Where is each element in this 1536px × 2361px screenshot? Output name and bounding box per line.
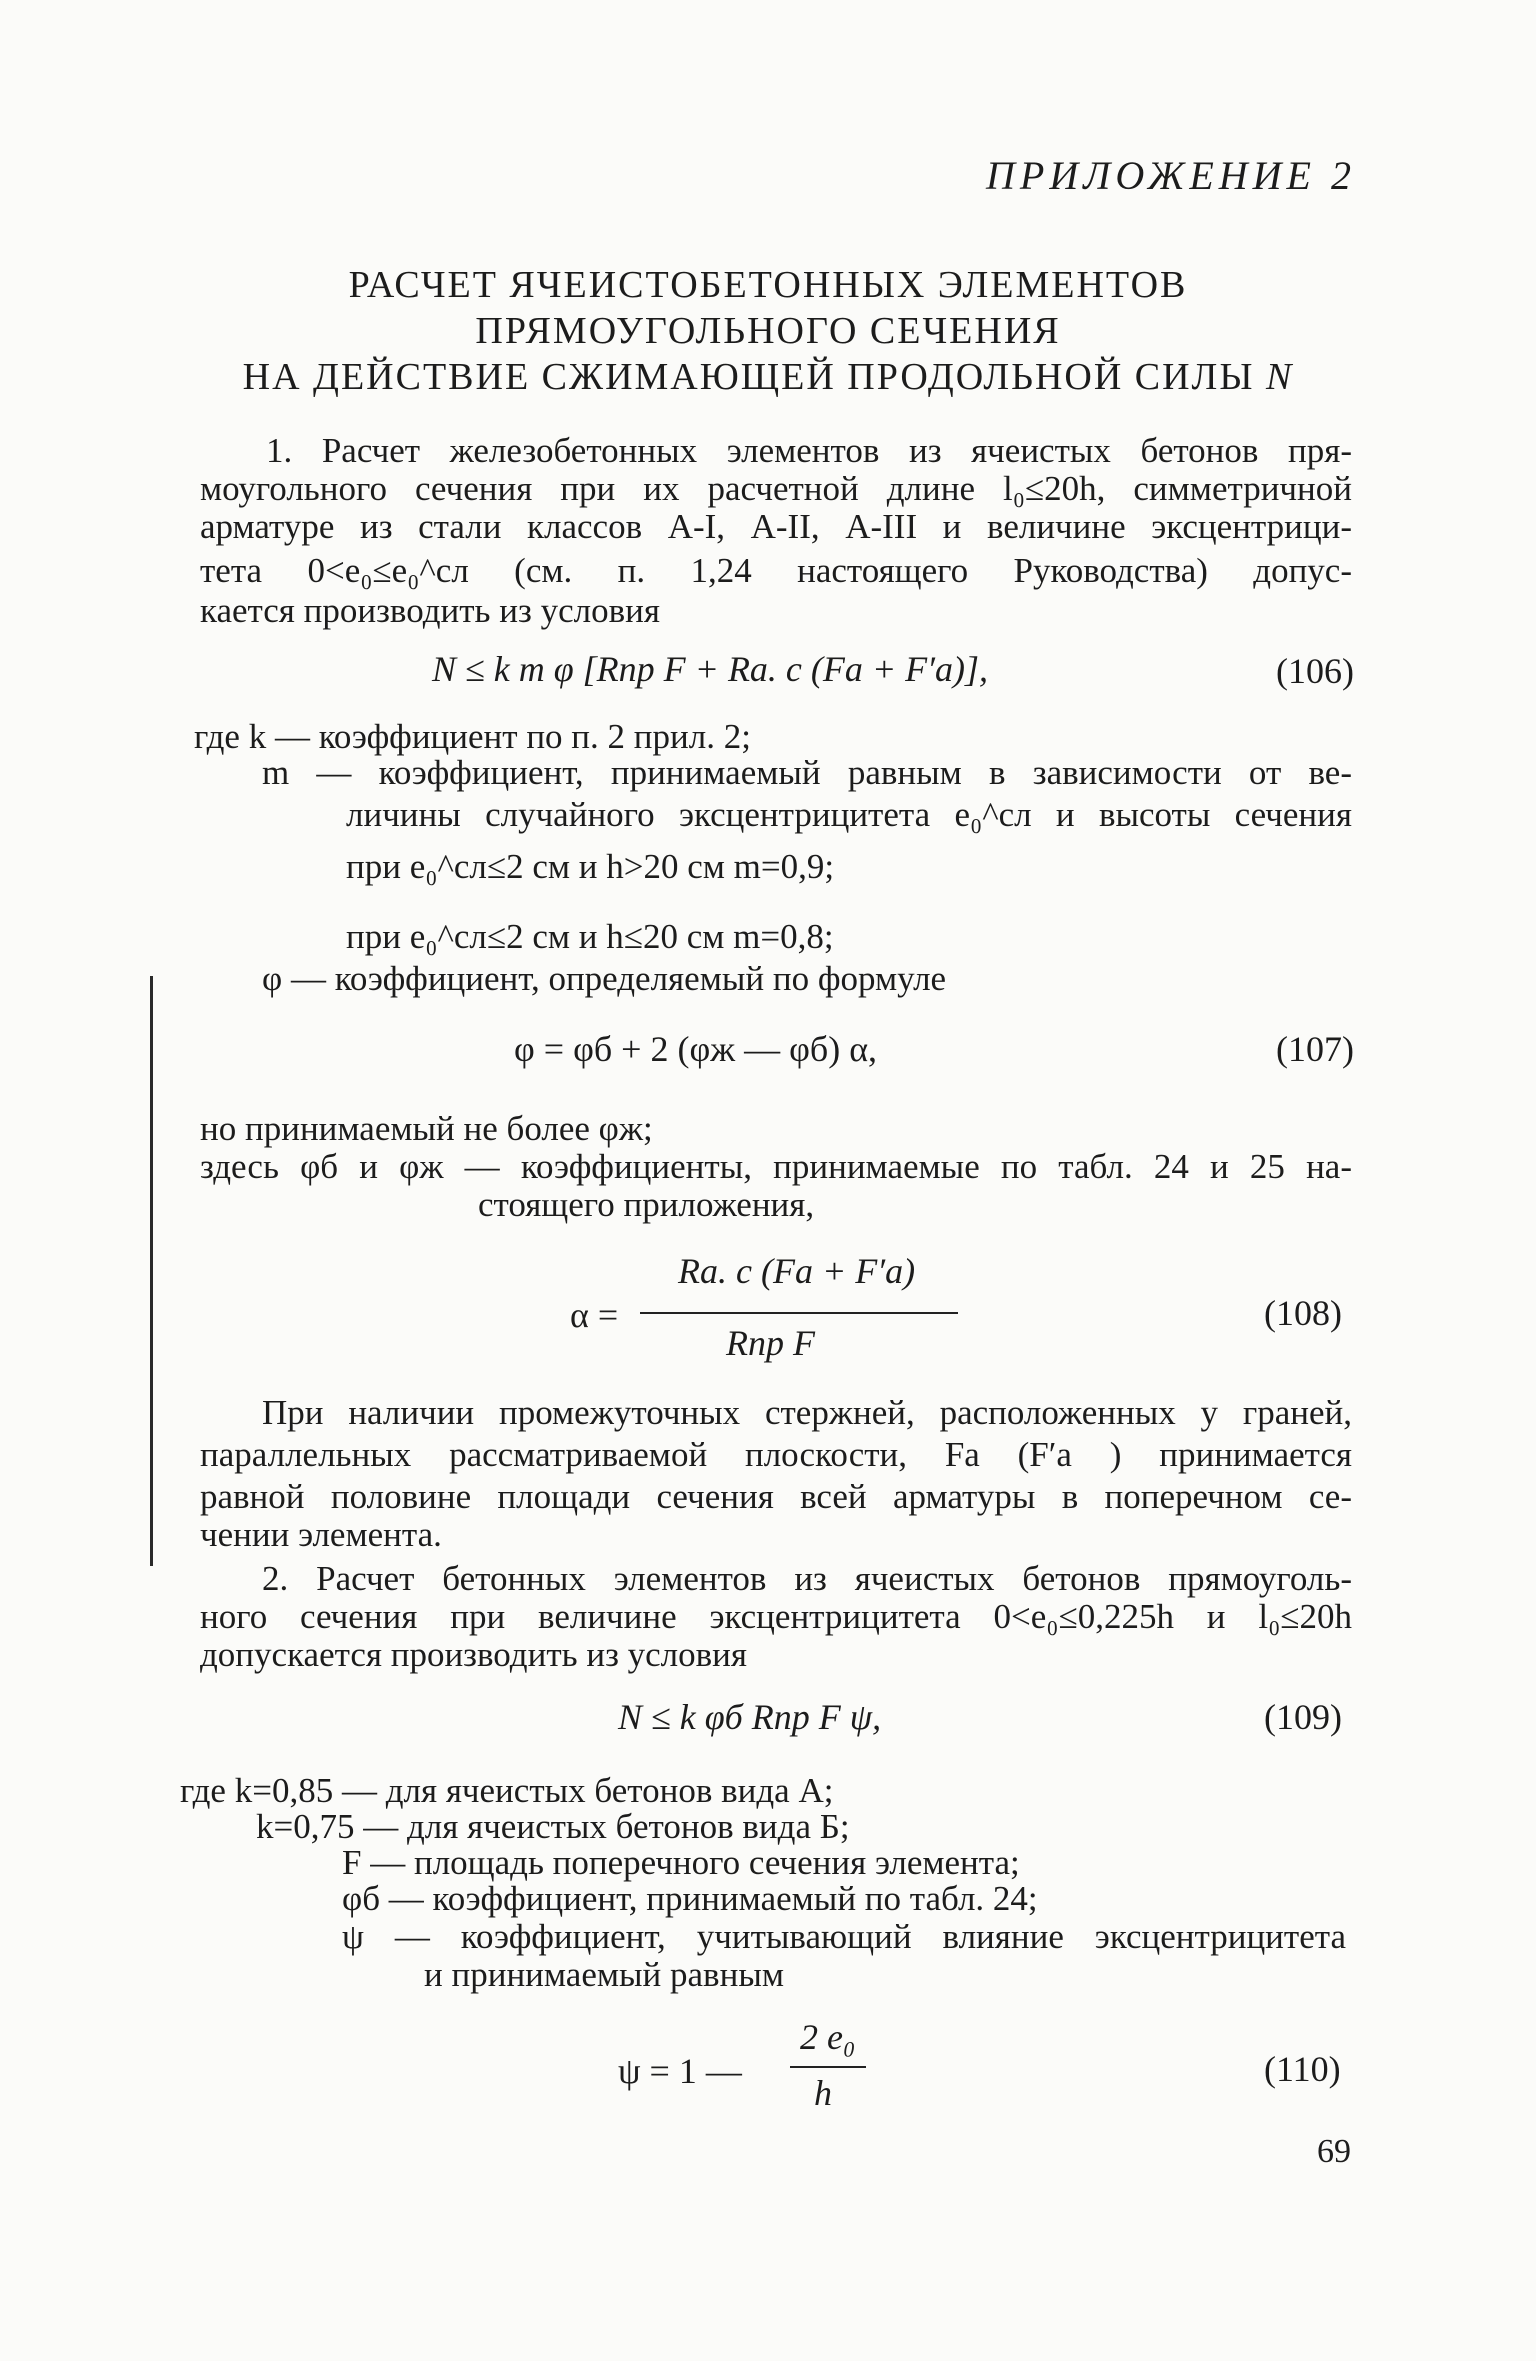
page-number: 69 bbox=[1317, 2133, 1351, 2170]
note-line-1: При наличии промежуточных стержней, расположенных у граней, bbox=[262, 1393, 1352, 1432]
equation-108-lhs: α = bbox=[570, 1295, 619, 1335]
s1-line-5: кается производить из условия bbox=[200, 591, 660, 630]
where-k: где k — коэффициент по п. 2 прил. 2; bbox=[194, 717, 751, 756]
equation-109-number: (109) bbox=[1264, 1697, 1342, 1737]
equation-110-fraction-bar bbox=[790, 2066, 866, 2068]
equation-110-lhs: ψ = 1 — bbox=[618, 2051, 742, 2091]
equation-110-denominator: h bbox=[814, 2073, 832, 2113]
appendix-label: ПРИЛОЖЕНИЕ 2 bbox=[986, 153, 1356, 198]
where-m-4: при e₀^сл≤2 см и h≤20 см m=0,8; bbox=[346, 917, 834, 956]
note-line-4: чении элемента. bbox=[200, 1515, 442, 1554]
where-m-2: личины случайного эксцентрицитета e₀^сл и высоты сечения bbox=[346, 795, 1352, 834]
s2-where-1: где k=0,85 — для ячеистых бетонов вида А; bbox=[180, 1771, 834, 1810]
equation-107-number: (107) bbox=[1276, 1029, 1354, 1069]
title-line-2: ПРЯМОУГОЛЬНОГО СЕЧЕНИЯ bbox=[475, 310, 1061, 352]
s2-where-6: и принимаемый равным bbox=[424, 1955, 784, 1994]
equation-108-denominator: Rпр F bbox=[726, 1323, 815, 1363]
note-line-2: параллельных рассматриваемой плоскости, Fа (F′а ) принимается bbox=[200, 1435, 1352, 1474]
note-line-3: равной половине площади сечения всей арматуры в поперечном се- bbox=[200, 1477, 1352, 1516]
s1-line-3: арматуре из стали классов А-I, А-II, А-III и величине эксцентрици- bbox=[200, 507, 1352, 546]
s2-where-5: ψ — коэффициент, учитывающий влияние эксцентрицитета bbox=[342, 1917, 1346, 1956]
title-line-3 bbox=[0, 354, 1536, 400]
equation-106: N ≤ k m φ [Rпр F + Rа. с (Fа + F′а)], bbox=[432, 649, 989, 689]
equation-110-number: (110) bbox=[1264, 2049, 1341, 2089]
after107-line-3: стоящего приложения, bbox=[478, 1185, 815, 1224]
title-line-3-text: НА ДЕЙСТВИЕ СЖИМАЮЩЕЙ ПРОДОЛЬНОЙ СИЛЫ bbox=[242, 356, 1255, 398]
title-symbol: N bbox=[1265, 356, 1294, 398]
s2-line-2: ного сечения при величине эксцентрицитета 0<e₀≤0,225h и l₀≤20h bbox=[200, 1597, 1352, 1636]
equation-106-number: (106) bbox=[1276, 651, 1354, 691]
title-line-1: РАСЧЕТ ЯЧЕИСТОБЕТОННЫХ ЭЛЕМЕНТОВ bbox=[348, 264, 1188, 306]
equation-108-numerator: Rа. с (Fа + F′а) bbox=[678, 1251, 916, 1291]
margin-change-bar bbox=[150, 976, 153, 1566]
equation-108-fraction-bar bbox=[640, 1312, 958, 1314]
s1-line-1: 1. Расчет железобетонных элементов из ячеистых бетонов пря- bbox=[266, 431, 1352, 470]
s2-where-3: F — площадь поперечного сечения элемента; bbox=[342, 1843, 1020, 1882]
equation-108-number: (108) bbox=[1264, 1293, 1342, 1333]
s2-line-1: 2. Расчет бетонных элементов из ячеистых бетонов прямоуголь- bbox=[262, 1559, 1352, 1598]
s2-where-2: k=0,75 — для ячеистых бетонов вида Б; bbox=[256, 1807, 850, 1846]
where-phi: φ — коэффициент, определяемый по формуле bbox=[262, 959, 947, 998]
s2-where-4: φб — коэффициент, принимаемый по табл. 24; bbox=[342, 1879, 1038, 1918]
where-m-3: при e₀^сл≤2 см и h>20 см m=0,9; bbox=[346, 847, 835, 886]
s1-line-2: моугольного сечения при их расчетной длине l₀≤20h, симметричной bbox=[200, 469, 1352, 508]
equation-107: φ = φб + 2 (φж — φб) α, bbox=[514, 1029, 878, 1069]
equation-110-numerator: 2 e₀ bbox=[800, 2017, 856, 2057]
where-m-1: m — коэффициент, принимаемый равным в зависимости от ве- bbox=[262, 753, 1352, 792]
after107-line-2: здесь φб и φж — коэффициенты, принимаемые по табл. 24 и 25 на- bbox=[200, 1147, 1352, 1186]
after107-line-1: но принимаемый не более φж; bbox=[200, 1109, 653, 1148]
s1-line-4: тета 0<e₀≤e₀^сл (см. п. 1,24 настоящего Руководства) допус- bbox=[200, 551, 1352, 590]
equation-109: N ≤ k φб Rпр F ψ, bbox=[618, 1697, 882, 1737]
s2-line-3: допускается производить из условия bbox=[200, 1635, 747, 1674]
